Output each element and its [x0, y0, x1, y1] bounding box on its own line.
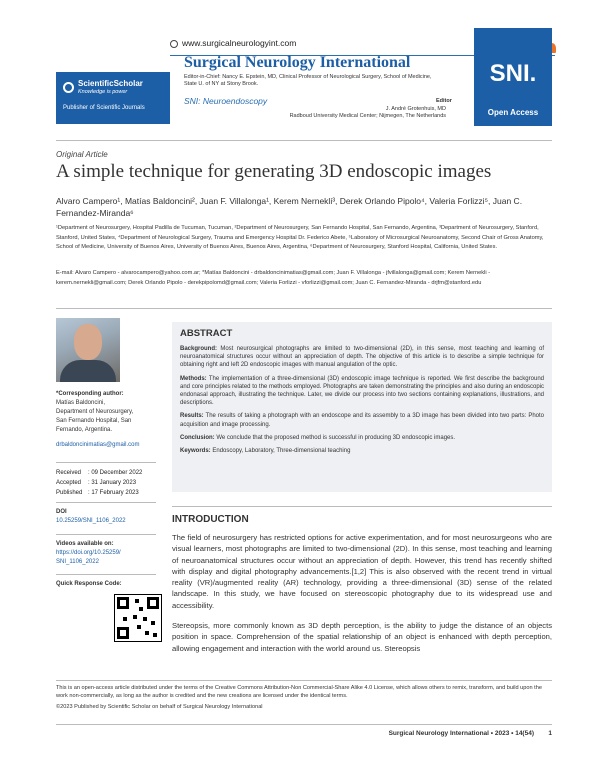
editor-affiliation: Radboud University Medical Center; Nijmegen, The Netherlands: [289, 113, 446, 119]
journal-url[interactable]: www.surgicalneurologyint.com: [182, 38, 297, 48]
qr-module: [137, 625, 141, 629]
qr-finder: [147, 597, 159, 609]
qr-module: [135, 599, 139, 603]
videos-block: [56, 540, 156, 567]
doi-block: [56, 508, 156, 526]
article-type: Original Article: [56, 150, 108, 159]
corr-city: Fernando, Argentina.: [56, 427, 113, 433]
qr-module: [145, 631, 149, 635]
accepted-date: : 31 January 2023: [88, 480, 137, 486]
editor-in-chief: Editor-in-Chief: Nancy E. Epstein, MD, Clinical Professor of Neurological Surgery, School of Medicine, State U. of NY at Stony Brook.: [184, 74, 432, 87]
globe-icon: [170, 40, 178, 48]
background-text: Most neurosurgical photographs are limited to two-dimensional (2D), in this sense, most teaching and learning of neuroanatomical structures occur without an appreciation of depth. The objective of this article is to describe a simple technique for obtaining right and left 2D endoscopic images with manual angulation of the optic.: [180, 346, 544, 369]
keywords-label: Keywords:: [180, 448, 211, 455]
intro-paragraph-2: Stereopsis, more commonly known as 3D depth perception, is the ability to judge the distance of an objects position in space. Comprehension of the spatial relationship of an object is enhanced with depth perception, allowing engagement and interaction with the world around us. Stereopsis: [172, 621, 552, 653]
sidebar-divider: [56, 502, 156, 503]
qr-module: [123, 617, 127, 621]
qr-module: [139, 607, 143, 611]
qr-finder: [117, 597, 129, 609]
abstract-methods: [180, 375, 544, 408]
abstract-conclusion: [180, 434, 544, 442]
accepted-label: Accepted: [56, 480, 82, 486]
publisher-logo[interactable]: [56, 72, 170, 124]
conclusion-label: Conclusion:: [180, 434, 215, 441]
article-dates: [56, 468, 156, 498]
author-photo: [56, 318, 120, 382]
conclusion-text: We conclude that the proposed method is successful in producing 3D endoscopic images.: [214, 434, 456, 441]
corr-dept: Department of Neurosurgery,: [56, 409, 134, 415]
author-photo-face: [74, 324, 102, 360]
intro-heading: INTRODUCTION: [172, 514, 249, 525]
abstract-background: [180, 345, 544, 370]
publisher-tagline: Knowledge is power: [78, 89, 128, 95]
sni-logo: SNI.: [489, 60, 537, 87]
journal-title: Surgical Neurology International: [184, 54, 411, 71]
sni-logo-box[interactable]: [474, 28, 552, 126]
journal-section: SNI: Neuroendoscopy: [184, 96, 268, 106]
author-photo-suit: [60, 360, 116, 382]
published-label: Published: [56, 490, 83, 496]
editor-name: J. André Grotenhuis, MD: [385, 106, 446, 112]
scientificscholar-gear-icon: [63, 82, 74, 93]
videos-label: Videos available on:: [56, 541, 114, 547]
editor-role: Editor: [436, 98, 452, 104]
license-note: [56, 684, 552, 711]
abstract-results: [180, 412, 544, 428]
results-text: The results of taking a photograph with an endoscope and its assembly to a 3D image has been divided into two parts: Photo acquisition and image processing.: [180, 413, 544, 428]
methods-text: The implementation of a three-dimensional (3D) endoscopic image technique is reported. We first describe the background and core principles related to the methods employed. Photographs are taken demonstrating the principles and also during an endoscopic endonasal approach, illustrating the technique. Later, we divide our process into two sections containing explanations, illustrations, and descriptions.: [180, 375, 544, 407]
footer-divider: [56, 680, 552, 681]
videos-link[interactable]: https://doi.org/10.25259/: [56, 550, 121, 556]
corr-email-link[interactable]: drbaldoncinimatias@gmail.com: [56, 442, 140, 448]
corr-name: Matías Baldoncini,: [56, 400, 106, 406]
keywords-text: Endoscopy, Laboratory, Three-dimensional teaching: [210, 448, 351, 455]
journal-header: [56, 28, 552, 144]
article-title: A simple technique for generating 3D endoscopic images: [56, 161, 492, 182]
sidebar-divider: [56, 462, 156, 463]
abstract-heading: ABSTRACT: [180, 328, 233, 339]
abstract-box: [172, 322, 552, 492]
doi-link[interactable]: 10.25259/SNI_1106_2022: [56, 518, 126, 524]
page-number: 1: [548, 730, 552, 737]
qr-module: [153, 633, 157, 637]
sidebar-divider: [56, 574, 156, 575]
received-date: : 09 December 2022: [88, 470, 143, 476]
header-divider: [56, 140, 552, 141]
copyright-text: ©2023 Published by Scientific Scholar on behalf of Surgical Neurology International: [56, 704, 263, 710]
authors-divider: [56, 308, 552, 309]
background-label: Background:: [180, 346, 218, 352]
qr-module: [143, 617, 147, 621]
footer-bar: [56, 724, 552, 725]
videos-link-cont[interactable]: SNI_1106_2022: [56, 559, 99, 565]
intro-divider: [172, 506, 552, 507]
received-label: Received: [56, 470, 82, 476]
footer-journal-ref: Surgical Neurology International • 2023 • 14(54): [388, 730, 534, 737]
qr-code-icon[interactable]: [114, 594, 162, 642]
author-list: Alvaro Campero¹, Matías Baldoncini², Juan F. Villalonga¹, Kerem Nernekli³, Derek Orlando Pipolo⁴, Valeria Forlizzi⁵, Juan C. Fernandez-Miranda⁶: [56, 196, 523, 218]
results-label: Results:: [180, 413, 204, 420]
corr-label: *Corresponding author:: [56, 391, 124, 397]
qr-module: [133, 615, 137, 619]
doi-label: DOI: [56, 509, 67, 515]
corr-hospital: San Fernando Hospital, San: [56, 418, 132, 424]
publisher-subtitle: Publisher of Scientific Journals: [63, 105, 145, 111]
section-editor: [206, 106, 446, 120]
abstract-keywords: [180, 447, 544, 455]
corresponding-author: [56, 390, 156, 450]
published-date: : 17 February 2023: [88, 490, 139, 496]
methods-label: Methods:: [180, 375, 207, 382]
qr-label: Quick Response Code:: [56, 581, 122, 587]
intro-paragraph-1: The field of neurosurgery has restricted options for active experimentation, and for most neurosurgeons who are visual learners, most photographs are limited to two-dimensional (2D). In this sense, most teaching and learning of neuroanatomical structures occur without an appreciation of depth. However, this trend has recently shifted with display and digital photography advancements.[1,2] This is also observed with the recent trend in virtual reality (VR)/augmented reality (AR) technology, providing a three-dimensional (3D) sense of the related landscape. In this study, we have focused on stereoscopic photography due to its widespread use and accessibility.: [172, 533, 552, 610]
author-emails: E-mail: Alvaro Campero - alvarocampero@yahoo.com.ar; *Matías Baldoncini - drbaldoncinimatias@gmail.com; Juan F. Villalonga - jfvillalonga@gmail.com; Kerem Nernekli - kerem.nernekli@gmail.com; Derek Orlando Pipolo - derekpipolomd@gmail.com; Valeria Forlizzi - vforlizzi@gmail.com; Juan C. Fernandez-Miranda - drjfm@stanford.edu: [56, 270, 491, 286]
open-access-label: Open Access: [487, 108, 539, 117]
affiliations: ¹Department of Neurosurgery, Hospital Padilla de Tucuman, Tucuman, ²Department of Neurosurgery, San Fernando Hospital, San Fernando, Argentina, ³Department of Neurosurgery, Stanford, Stanford, United States, ⁴Department of Neurological Surgery, Trauma and Emergency Hospital Dr. Federico Abete, ⁵Laboratory of Microsurgical Neuroanatomy, Second Chair of Gross Anatomy, School of Medicine, University of Buenos Aires, University of Buenos Aires, Buenos Aires, Argentina, ⁶Department of Neurosurgery, Stanford Hospital, California, United States.: [56, 225, 544, 250]
qr-block: [56, 580, 156, 589]
publisher-brand: ScientificScholar: [78, 79, 143, 88]
sidebar-divider: [56, 534, 156, 535]
license-text: This is an open-access article distributed under the terms of the Creative Commons Attribution-Non Commercial-Share Alike 4.0 License, which allows others to remix, transform, and build upon the work non-commercially, as long as the author is credited and the new creations are licensed under the identical terms.: [56, 685, 542, 699]
qr-finder: [117, 627, 129, 639]
qr-module: [151, 621, 155, 625]
